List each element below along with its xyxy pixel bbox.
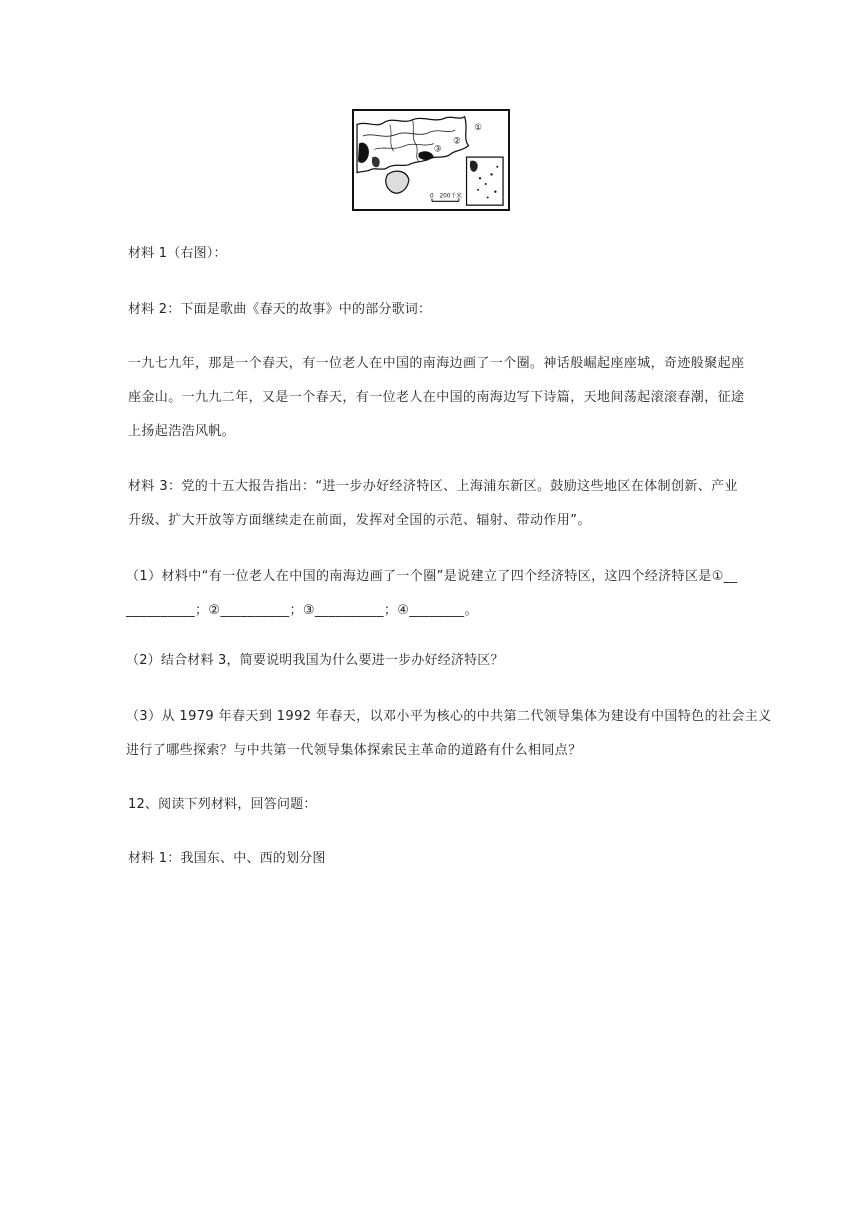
lyrics-line: 座金山。一九九二年，又是一个春天，有一位老人在中国的南海边写下诗篇，天地间荡起滚滚春潮，征途 <box>128 390 745 405</box>
question-12-heading: 12、阅读下列材料，回答问题： <box>128 797 317 812</box>
material2-intro: 材料 2：下面是歌曲《春天的故事》中的部分歌词： <box>128 302 432 317</box>
question-3-line: 进行了哪些探索？与中共第一代领导集体探索民主革命的道路有什么相同点？ <box>126 743 582 758</box>
lyrics-line: 一九七九年，那是一个春天，有一位老人在中国的南海边画了一个圈。神话般崛起座座城，奇迹般聚起座 <box>128 356 745 371</box>
question-3 <box>126 700 772 768</box>
lyrics-paragraph <box>128 347 745 449</box>
material3-paragraph <box>128 470 738 538</box>
question-1-line: （1）材料中“有一位老人在中国的南海边画了一个圈”是说建立了四个经济特区，这四个经济特区是①__ <box>126 569 738 584</box>
question-1-line: __________；②__________；③__________；④________。 <box>126 603 478 618</box>
map-marker-4: ④ <box>422 153 431 164</box>
question-1 <box>126 560 738 628</box>
special-economic-zones-map <box>352 109 510 211</box>
question-2: （2）结合材料 3，简要说明我国为什么要进一步办好经济特区？ <box>126 653 504 668</box>
material3-line: 升级、扩大开放等方面继续走在前面，发挥对全国的示范、辐射、带动作用”。 <box>128 513 591 528</box>
question-3-line: （3）从 1979 年春天到 1992 年春天，以邓小平为核心的中共第二代领导集体为建设有中国特色的社会主义 <box>126 709 772 724</box>
map-drawing <box>354 111 508 209</box>
material3-line: 材料 3：党的十五大报告指出：“进一步办好经济特区、上海浦东新区。鼓励这些地区在体制创新、产业 <box>128 479 738 494</box>
map-marker-3: ③ <box>433 144 442 155</box>
map-marker-1: ① <box>474 123 482 134</box>
lyrics-line: 上扬起浩浩风帆。 <box>128 424 236 439</box>
map-scale-label: 0 200千米 <box>430 193 462 200</box>
map-marker-2: ② <box>453 136 461 147</box>
material1-label: 材料 1（右图）： <box>128 246 227 261</box>
question-12-material1: 材料 1：我国东、中、西的划分图 <box>128 851 326 866</box>
